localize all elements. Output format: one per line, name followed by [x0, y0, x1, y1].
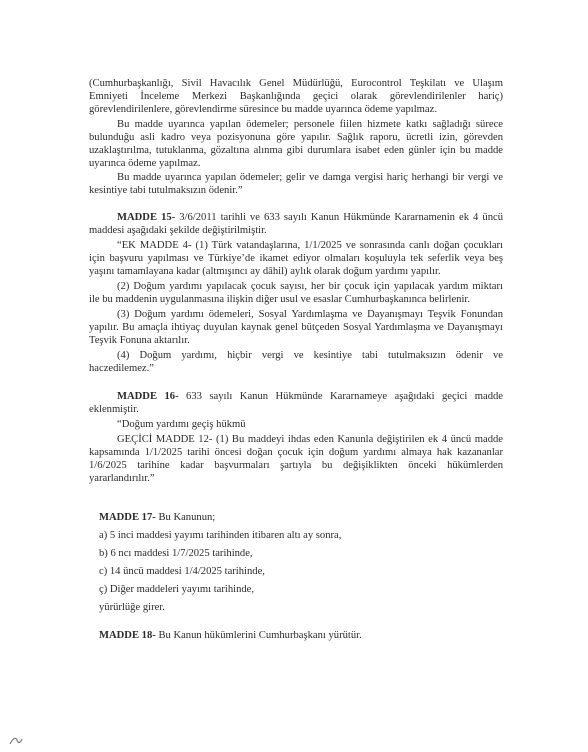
body-line: kapsamında 1/1/2025 tarihi öncesi doğan çocuk için doğum yardımı almaya hak kazananlar: [89, 447, 503, 458]
body-line: (2) Doğum yardımı yapılacak çocuk sayısı, her bir çocuk için yapılacak yardım miktarı: [117, 281, 503, 292]
article-15-intro: 3/6/2011 tarihli ve 633 sayılı Kanun Hükmünde Kararnamenin ek 4 üncü: [175, 212, 503, 223]
body-line: bulunduğu asli kadro veya pozisyonuna göre yapılır. Sağlık raporu, ücretli izin, görevden: [89, 132, 503, 143]
body-line: (Cumhurbaşkanlığı, Sivil Havacılık Genel Müdürlüğü, Eurocontrol Teşkilatı ve Ulaşım: [89, 78, 503, 89]
body-line: yararlandırılır.”: [89, 473, 155, 484]
article-15-heading: [117, 211, 503, 224]
body-line: uyarınca ödeme yapılmaz.: [89, 158, 201, 169]
article-16-label: MADDE 16-: [117, 391, 179, 402]
article-17-label: MADDE 17-: [99, 512, 156, 523]
signature-mark: [8, 734, 24, 748]
article-16-heading: [117, 390, 503, 403]
body-line: uzaklaştırılma, tutuklanma, gözaltına alınma gibi durumlara isabet eden günler için bu madde: [89, 145, 503, 156]
body-line: Teşvik Fonuna aktarılır.: [89, 335, 190, 346]
body-line: GEÇİCİ MADDE 12- (1) Bu maddeyi ihdas eden Kanunla değiştirilen ek 4 üncü madde: [117, 434, 503, 445]
body-line: görevlendirilenlere, görevlendirme süresince bu madde uyarınca ödeme yapılmaz.: [89, 104, 437, 115]
list-item: b) 6 ncı maddesi 1/7/2025 tarihinde,: [99, 548, 253, 559]
article-15-label: MADDE 15-: [117, 212, 176, 223]
list-item: c) 14 üncü maddesi 1/4/2025 tarihinde,: [99, 566, 265, 577]
body-line: 1/6/2025 tarihine kadar başvurmaları şartıyla bu değişiklikten önceki hükümlerden: [89, 460, 503, 471]
body-line: kesintiye tabi tutulmaksızın ödenir.”: [89, 185, 243, 196]
body-line: yapılır. Bu amaçla ihtiyaç duyulan kaynak genel bütçeden Sosyal Yardımlaşma ve Dayanışmayı: [89, 322, 503, 333]
list-item: a) 5 inci maddesi yayımı tarihinden itibaren altı ay sonra,: [99, 530, 342, 541]
body-line: “EK MADDE 4- (1) Türk vatandaşlarına, 1/1/2025 ve sonrasında canlı doğan çocukları: [117, 240, 503, 251]
article-18-label: MADDE 18-: [99, 630, 156, 641]
body-line: “Doğum yardımı geçiş hükmü: [117, 419, 246, 430]
body-line: (4) Doğum yardımı, hiçbir vergi ve kesintiye tabi tutulmaksızın ödenir ve: [117, 350, 503, 361]
article-18-text: Bu Kanun hükümlerini Cumhurbaşkanı yürütür.: [155, 630, 362, 641]
body-line: Bu madde uyarınca yapılan ödemeler; gelir ve damga vergisi hariç herhangi bir vergi ve: [117, 172, 503, 183]
list-item: ç) Diğer maddeleri yayımı tarihinde,: [99, 584, 255, 595]
body-line: (3) Doğum yardımı ödemeleri, Sosyal Yardımlaşma ve Dayanışmayı Teşvik Fonundan: [117, 309, 503, 320]
body-line: için başvuru yapılması ve Türkiye’de ikamet ediyor olmaları koşuluyla tek seferlik veya beş: [89, 253, 503, 264]
list-item: yürürlüğe girer.: [99, 602, 165, 613]
body-line: eklenmiştir.: [89, 404, 139, 415]
body-line: maddesi aşağıdaki şekilde değiştirilmiştir.: [89, 225, 267, 236]
article-17-heading: [99, 511, 215, 524]
body-line: Emniyeti İnceleme Merkezi Başkanlığında geçici olarak görevlendirilenler hariç): [89, 91, 503, 102]
article-16-intro: 633 sayılı Kanun Hükmünde Kararnameye aşağıdaki geçici madde: [178, 391, 503, 402]
body-line: haczedilemez.”: [89, 363, 154, 374]
article-18-heading: [99, 629, 362, 642]
article-17-intro: Bu Kanunun;: [155, 512, 216, 523]
body-line: yaşını tamamlayana kadar (altmışıncı ay dâhil) aylık olarak doğum yardımı yapılır.: [89, 266, 441, 277]
body-line: ile bu maddenin uygulanmasına ilişkin diğer usul ve esaslar Cumhurbaşkanınca belirlenir.: [89, 294, 470, 305]
body-line: Bu madde uyarınca yapılan ödemeler; personele fiilen hizmete katkı sağladığı sürece: [117, 119, 503, 130]
